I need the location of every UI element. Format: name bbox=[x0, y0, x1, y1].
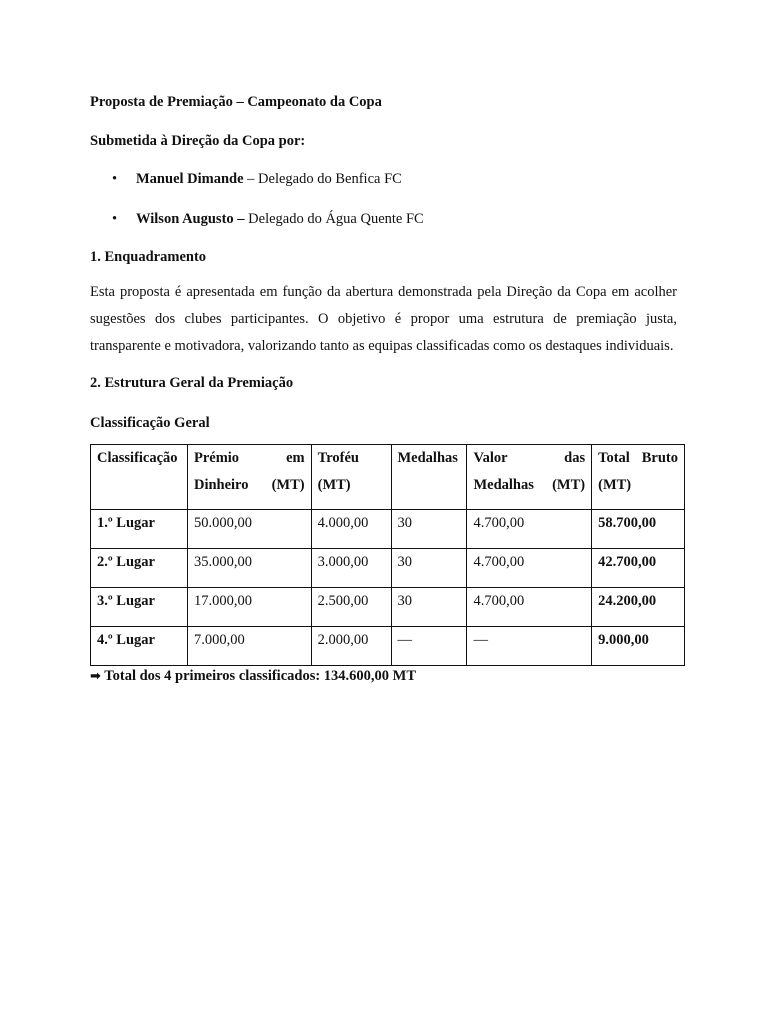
section-heading-estrutura: 2. Estrutura Geral da Premiação bbox=[90, 375, 294, 391]
table-cell: 4.000,00 bbox=[311, 510, 391, 549]
document-title: Proposta de Premiação – Campeonato da Copa bbox=[90, 94, 382, 110]
arrow-right-icon: ➡ bbox=[90, 669, 101, 684]
total-summary-text: Total dos 4 primeiros classificados: 134.600,00 MT bbox=[104, 668, 417, 684]
delegate-role: Delegado do Água Quente FC bbox=[244, 211, 424, 227]
table-cell: 24.200,00 bbox=[592, 588, 685, 627]
table-cell: 1.º Lugar bbox=[91, 510, 188, 549]
table-cell: 58.700,00 bbox=[592, 510, 685, 549]
delegate-name: Wilson Augusto – bbox=[136, 211, 245, 227]
delegates-list bbox=[90, 169, 677, 229]
table-row bbox=[91, 549, 685, 588]
subsection-heading: Classificação Geral bbox=[90, 415, 210, 431]
total-summary bbox=[90, 666, 677, 687]
delegate-name: Manuel Dimande bbox=[136, 171, 244, 187]
table-cell: — bbox=[391, 627, 467, 666]
intro-paragraph: Esta proposta é apresentada em função da abertura demonstrada pela Direção da Copa em acolher sugestões dos clubes participantes. O objetivo é propor uma estrutura de premiação justa, transparente e motivadora, valorizando tanto as equipas classificadas como os destaques individuais. bbox=[90, 284, 677, 354]
table-cell: 42.700,00 bbox=[592, 549, 685, 588]
table-cell: 2.000,00 bbox=[311, 627, 391, 666]
table-cell: 17.000,00 bbox=[187, 588, 311, 627]
table-cell: 50.000,00 bbox=[187, 510, 311, 549]
table-cell: 3.º Lugar bbox=[91, 588, 188, 627]
table-cell: 30 bbox=[391, 588, 467, 627]
table-cell: 30 bbox=[391, 510, 467, 549]
list-item bbox=[90, 169, 677, 189]
table-cell: 7.000,00 bbox=[187, 627, 311, 666]
list-item bbox=[90, 209, 677, 229]
table-cell: 2.º Lugar bbox=[91, 549, 188, 588]
bullet-icon: • bbox=[112, 171, 118, 187]
document-body bbox=[90, 92, 677, 702]
table-cell: 3.000,00 bbox=[311, 549, 391, 588]
bullet-icon: • bbox=[112, 211, 118, 227]
table-cell: 9.000,00 bbox=[592, 627, 685, 666]
table-header-cell: Valor das Medalhas (MT) bbox=[467, 445, 592, 510]
table-row bbox=[91, 627, 685, 666]
submitted-by-heading: Submetida à Direção da Copa por: bbox=[90, 133, 306, 149]
table-cell: 4.º Lugar bbox=[91, 627, 188, 666]
prize-table bbox=[90, 444, 685, 666]
table-cell: 2.500,00 bbox=[311, 588, 391, 627]
table-header-row bbox=[91, 445, 685, 510]
table-header-cell: Prémio em Dinheiro (MT) bbox=[187, 445, 311, 510]
table-row bbox=[91, 588, 685, 627]
table-cell: 35.000,00 bbox=[187, 549, 311, 588]
table-cell: — bbox=[467, 627, 592, 666]
table-header-cell: Troféu (MT) bbox=[311, 445, 391, 510]
table-cell: 4.700,00 bbox=[467, 588, 592, 627]
table-cell: 4.700,00 bbox=[467, 549, 592, 588]
table-header-cell: Classificação bbox=[91, 445, 188, 510]
table-row bbox=[91, 510, 685, 549]
section-heading-enquadramento: 1. Enquadramento bbox=[90, 249, 207, 265]
table-header-cell: Medalhas bbox=[391, 445, 467, 510]
table-cell: 30 bbox=[391, 549, 467, 588]
delegate-role: – Delegado do Benfica FC bbox=[243, 171, 402, 187]
table-cell: 4.700,00 bbox=[467, 510, 592, 549]
table-header-cell: Total Bruto (MT) bbox=[592, 445, 685, 510]
